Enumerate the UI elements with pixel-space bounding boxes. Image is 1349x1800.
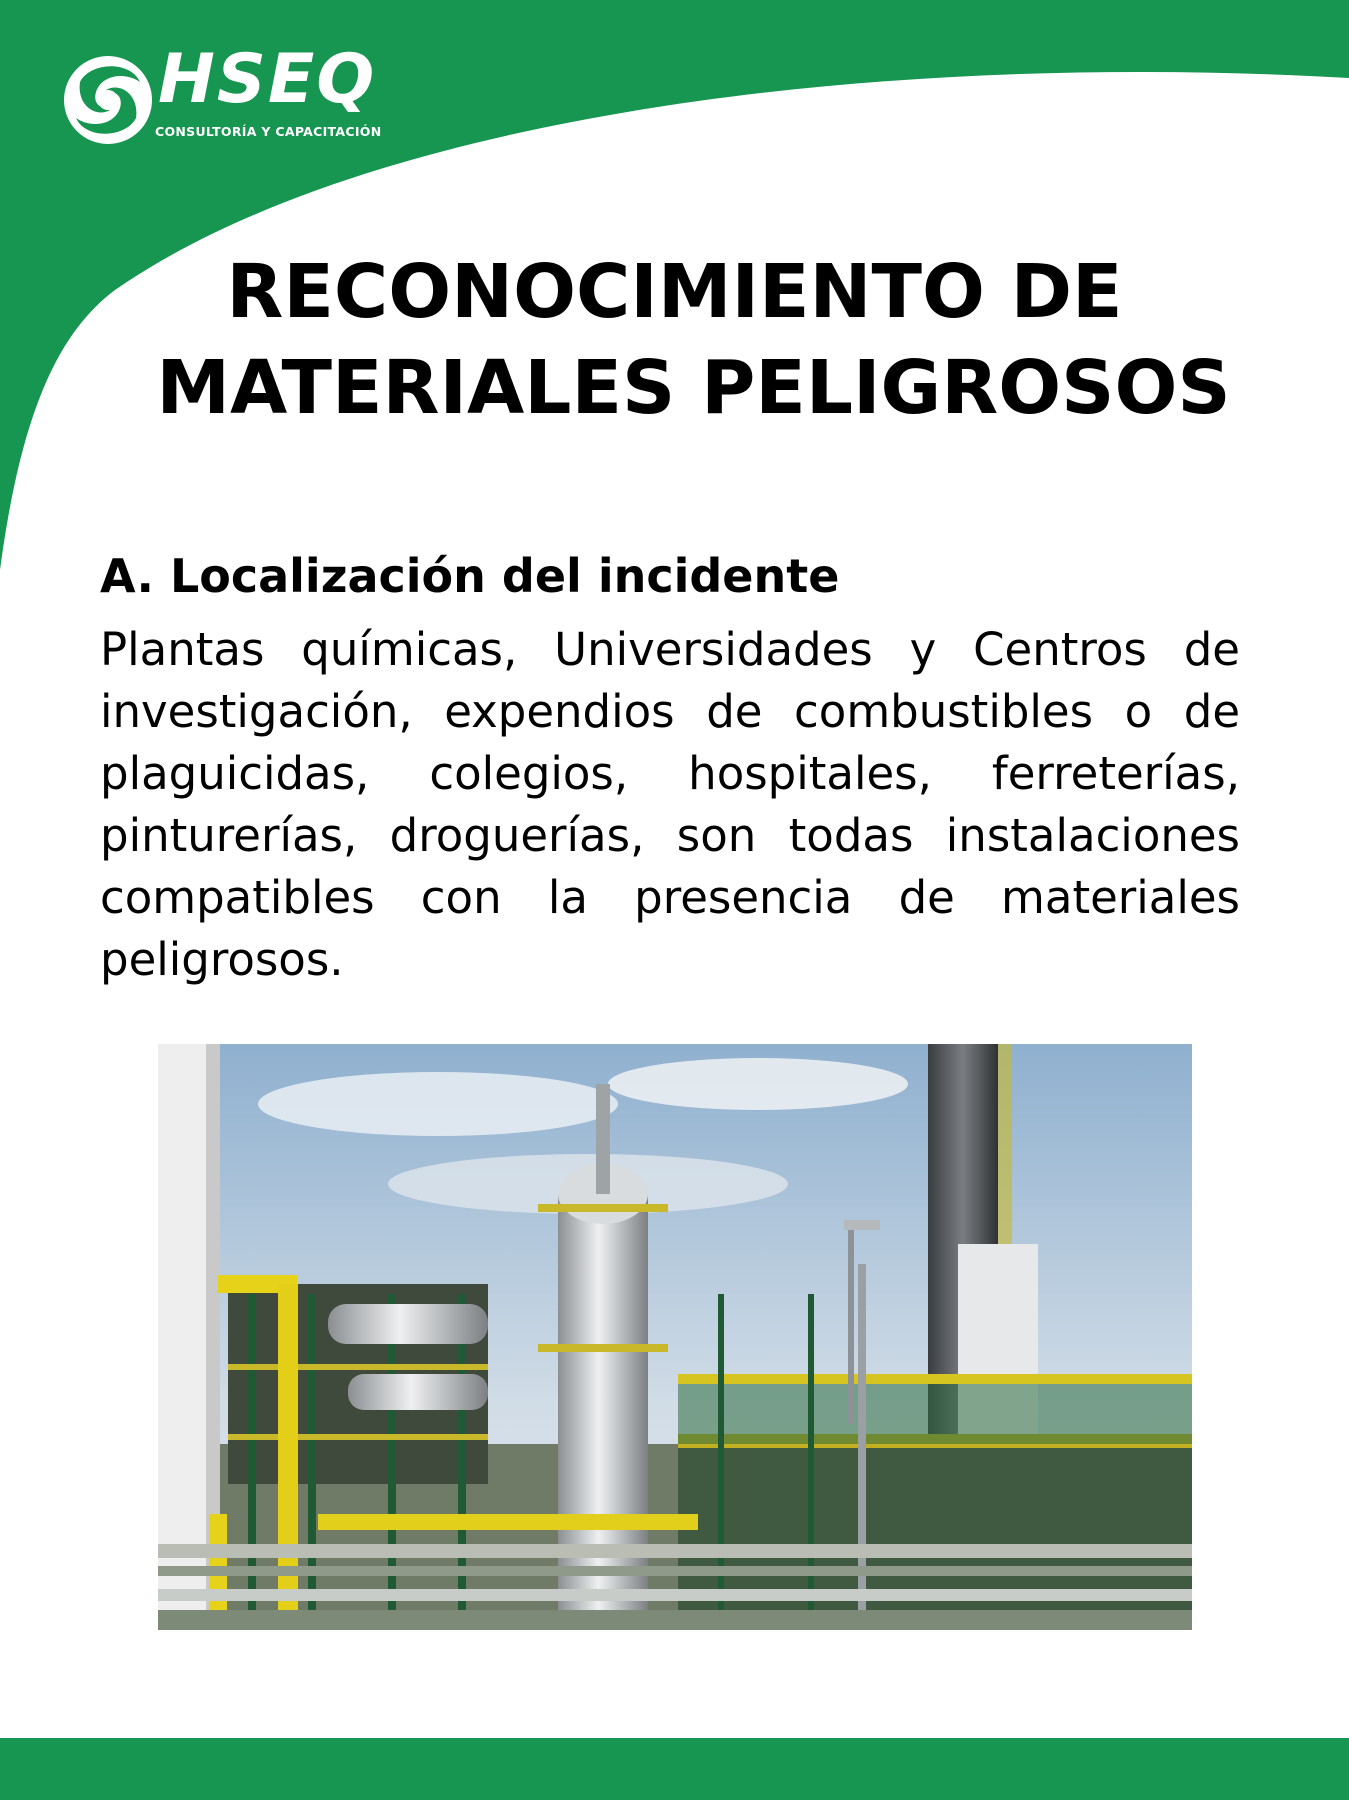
footer-band — [0, 1738, 1349, 1800]
logo-wordmark: HSEQ — [158, 40, 377, 119]
page-title-line1: RECONOCIMIENTO DE — [226, 249, 1123, 335]
section-body-text: Plantas químicas, Universidades y Centros de investigación, expendios de combustibles o de plaguicidas, colegios, hospitales, ferreterías, pinturerías, droguerías, son todas instalaciones compatibles con la presencia de materiales peligrosos. — [100, 623, 1240, 986]
logo-tagline: CONSULTORÍA Y CAPACITACIÓN — [155, 124, 382, 139]
logo-swirl-icon — [60, 52, 156, 148]
page-title — [0, 244, 1349, 436]
chemical-plant-illustration — [158, 1044, 1192, 1630]
chemical-plant-photo — [158, 1044, 1192, 1630]
hseq-logo — [60, 40, 390, 148]
page-title-line2: MATERIALES PELIGROSOS — [156, 345, 1231, 431]
section-heading: A. Localización del incidente — [100, 549, 840, 603]
